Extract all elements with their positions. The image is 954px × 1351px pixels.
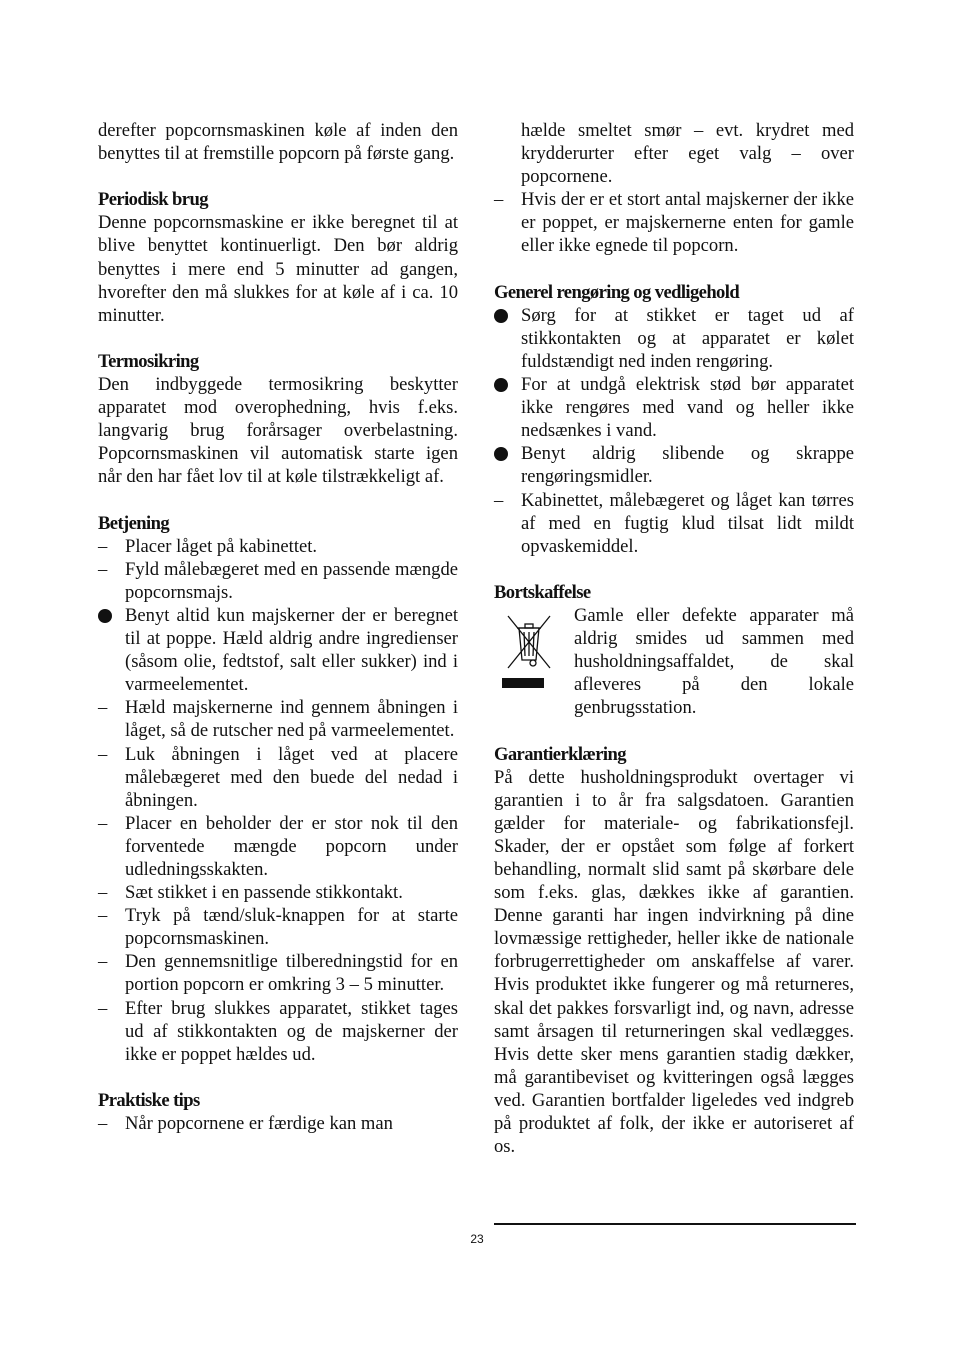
list-item — [494, 188, 854, 257]
list-item-text: Sæt stikket i en passende stikkontakt. — [125, 882, 403, 904]
intro-paragraph: derefter popcornsmaskinen køle af inden den benyttes til at fremstille popcorn på første gang. — [98, 120, 458, 165]
disposal-heading: Bortskaffelse — [494, 581, 591, 603]
list-item-text: Placer låget på kabinettet. — [125, 535, 318, 557]
bullet-icon — [494, 304, 514, 329]
dash-marker-icon — [98, 904, 118, 927]
list-item — [98, 604, 458, 696]
list-item-text: Hæld majskernerne ind gennem åbningen i låget, så de rutscher ned på varmeelementet. — [125, 697, 458, 742]
list-item-text: Efter brug slukkes apparatet, stikket tages ud af stikkontakten og de majskerner der ikke er poppet hældes ud. — [125, 997, 458, 1065]
right-column — [494, 119, 854, 1158]
dash-marker-icon — [98, 997, 118, 1020]
list-item — [494, 442, 854, 488]
thermal-fuse-heading: Termosikring — [98, 350, 199, 372]
tips-continuation: hælde smeltet smør – evt. krydret med krydderurter efter eget valg – over popcornene. — [521, 120, 854, 188]
crossed-out-wheelie-bin-icon — [500, 606, 558, 698]
dash-marker-icon — [98, 950, 118, 973]
dash-marker-icon — [98, 881, 118, 904]
list-item — [494, 373, 854, 442]
bullet-icon — [494, 373, 514, 398]
thermal-fuse-text: Den indbyggede termosikring beskytter apparatet mod overophedning, hvis f.eks. langvarig brug forårsager overbelastning. Popcornsmaskinen vil automatisk starte igen når den har fået lov til at køle tilstrækkeligt af. — [98, 374, 458, 488]
list-item — [98, 997, 458, 1066]
dash-marker-icon — [98, 812, 118, 835]
disposal-section — [494, 604, 854, 719]
list-item-text: Benyt altid kun majskerner der er beregnet til at poppe. Hæld aldrig andre ingredienser (såsom olie, fedtstof, salt eller sukker) ind i varmeelementet. — [125, 604, 458, 696]
dash-marker-icon — [494, 489, 514, 512]
list-item — [98, 1112, 458, 1135]
bullet-icon — [98, 604, 118, 629]
dash-marker-icon — [98, 696, 118, 719]
operation-list — [98, 535, 458, 1066]
left-column — [98, 119, 458, 1135]
list-item — [98, 881, 458, 904]
practical-tips-heading: Praktiske tips — [98, 1089, 200, 1111]
dash-marker-icon — [98, 558, 118, 581]
list-item-text: Sørg for at stikket er taget ud af stikkontakten og at apparatet er kølet fuldstændigt ned inden rengøring. — [521, 304, 854, 372]
warranty-heading: Garantierklæring — [494, 743, 626, 765]
list-item-text: Fyld målebægeret med en passende mængde popcornsmajs. — [125, 558, 458, 603]
dash-marker-icon — [98, 1112, 118, 1135]
cleaning-list — [494, 304, 854, 558]
dash-marker-icon — [98, 535, 118, 558]
dash-marker-icon — [494, 188, 514, 211]
list-item — [98, 558, 458, 604]
footer-rule — [494, 1223, 856, 1225]
list-item — [98, 904, 458, 950]
bullet-icon — [494, 442, 514, 467]
list-item-text: Luk åbningen i låget ved at placere målebægeret med den buede del nedad i åbningen. — [125, 743, 458, 811]
list-item-text: Benyt aldrig slibende og skrappe rengøringsmidler. — [521, 443, 854, 488]
list-item-text: Tryk på tænd/sluk-knappen for at starte popcornsmaskinen. — [125, 905, 458, 950]
periodic-use-heading: Periodisk brug — [98, 189, 208, 211]
dash-marker-icon — [98, 743, 118, 766]
cleaning-heading: Generel rengøring og vedligehold — [494, 281, 740, 303]
list-item — [98, 950, 458, 996]
list-item-text: Kabinettet, målebægeret og låget kan tørres af med en fugtig klud tilsat lidt mildt opvaskemiddel. — [521, 489, 854, 557]
list-item-text: Når popcornene er færdige kan man — [125, 1113, 393, 1135]
list-item — [494, 489, 854, 558]
periodic-use-text: Denne popcornsmaskine er ikke beregnet til at blive benyttet kontinuerligt. Den bør aldrig benyttes i mere end 5 minutter ad gangen, hvorefter den må slukkes for at køle af i ca. 10 minutter. — [98, 212, 458, 326]
page-number: 23 — [470, 1232, 484, 1246]
list-item — [98, 812, 458, 881]
list-item — [98, 743, 458, 812]
list-item-text: For at undgå elektrisk stød bør apparatet ikke rengøres med vand og heller ikke nedsænkes i vand. — [521, 374, 854, 442]
list-item — [494, 304, 854, 373]
practical-tips-list-continued — [494, 188, 854, 257]
list-item-text: Hvis der er et stort antal majskerner der ikke er poppet, er majskernerne enten for gamle eller ikke egnede til popcorn. — [521, 189, 854, 257]
warranty-text: På dette husholdningsprodukt overtager vi garantien i to år fra salgsdatoen. Garantien gælder for materiale- og fabrikationsfejl. Skader, der er opstået som følge af forkert behandling, normalt slid samt på skørbare dele som f.eks. glas, dækkes ikke af garantien. Denne garanti har ingen indvirkning på dine lovmæssige rettigheder, heller ikke de nationale forbrugerrettigheder om anskaffelse af varer. Hvis produktet ikke fungerer og må returneres, skal det pakkes forsvarligt ind, og navn, adresse samt årsagen til returneringen skal vedlægges. Hvis dette sker mens garantien stadig dækker, må garantibeviset og kvitteringen også lægges ved. Garantien bortfalder ligeledes ved indgreb på produktet af folk, der ikke er autoriseret af os. — [494, 766, 854, 1158]
list-item-text: Placer en beholder der er stor nok til den forventede mængde popcorn under udledningsskakten. — [125, 812, 458, 880]
list-item — [98, 696, 458, 742]
operation-heading: Betjening — [98, 512, 170, 534]
list-item-text: Den gennemsnitlige tilberedningstid for en portion popcorn er omkring 3 – 5 minutter. — [125, 951, 458, 996]
practical-tips-list — [98, 1112, 458, 1135]
list-item — [98, 535, 458, 558]
disposal-text: Gamle eller defekte apparater må aldrig smides ud sammen med husholdningsaffaldet, de skal afleveres på den lokale genbrugsstation. — [574, 604, 854, 719]
